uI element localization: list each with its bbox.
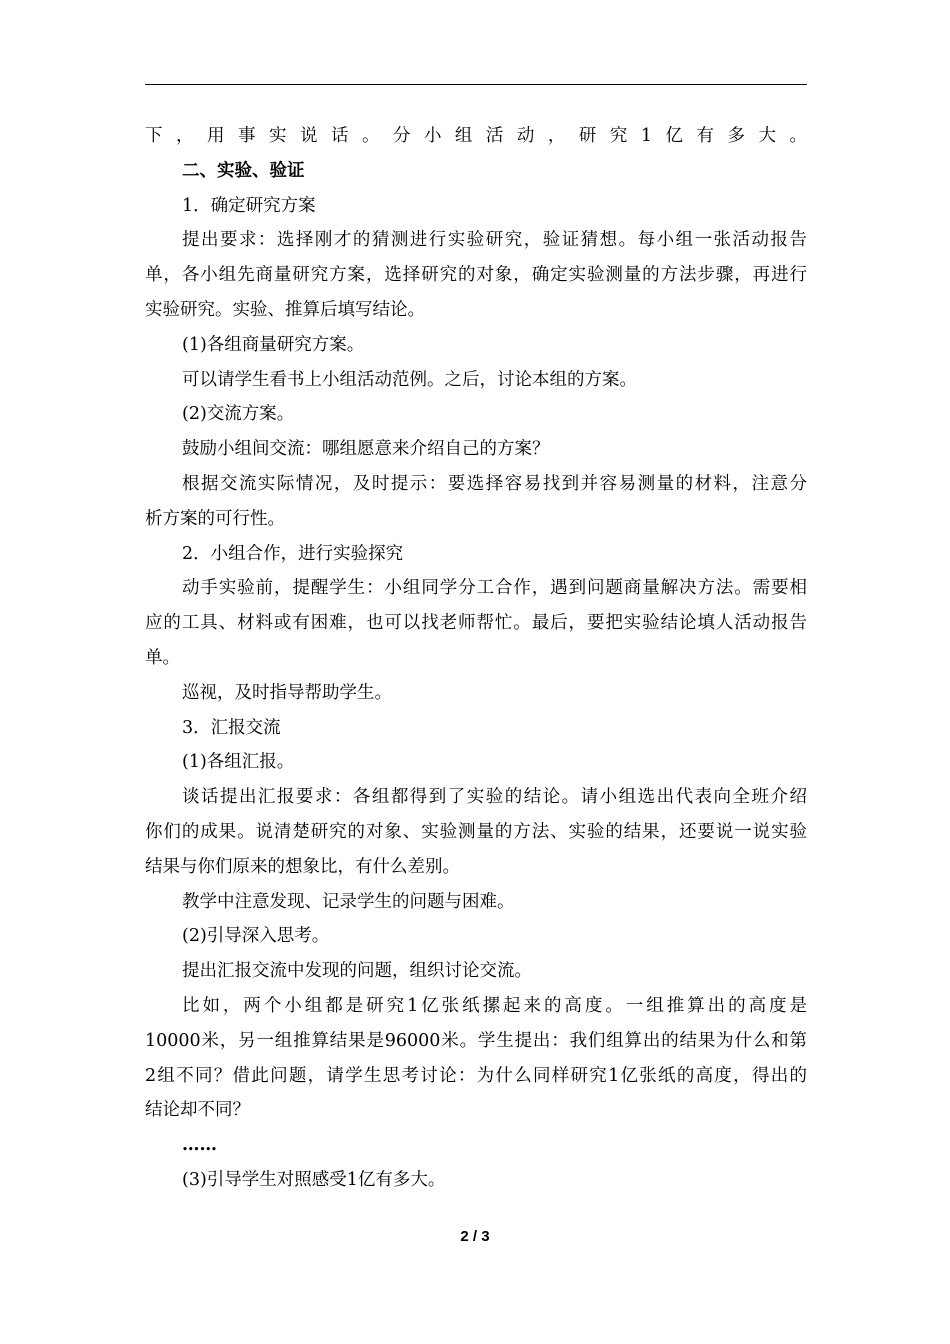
header-rule <box>145 84 807 85</box>
paragraph-line: 教学中注意发现、记录学生的问题与困难。 <box>182 891 515 912</box>
list-item: (1)各组商量研究方案。 <box>182 334 365 355</box>
paragraph-line: 2组不同？借此问题，请学生思考讨论：为什么同样研究1亿张纸的高度，得出的 <box>145 1065 807 1086</box>
subsection-heading: 1．确定研究方案 <box>182 195 316 216</box>
paragraph-line: 单。 <box>145 647 180 668</box>
paragraph-line: 结果与你们原来的想象比，有什么差别。 <box>145 856 460 877</box>
paragraph-line: 可以请学生看书上小组活动范例。之后，讨论本组的方案。 <box>182 369 637 390</box>
paragraph-line: 析方案的可行性。 <box>145 508 285 529</box>
paragraph-line: 10000米，另一组推算结果是96000米。学生提出：我们组算出的结果为什么和第 <box>145 1030 807 1051</box>
list-item: (1)各组汇报。 <box>182 752 295 773</box>
paragraph-line: 谈话提出汇报要求：各组都得到了实验的结论。请小组选出代表向全班介绍 <box>182 787 807 808</box>
paragraph-line: 结论却不同？ <box>145 1100 250 1121</box>
ellipsis: …… <box>182 1135 217 1156</box>
paragraph-line: 提出汇报交流中发现的问题，组织讨论交流。 <box>182 961 532 982</box>
paragraph-line: 比如，两个小组都是研究1亿张纸摞起来的高度。一组推算出的高度是 <box>182 995 807 1016</box>
subsection-heading: 2．小组合作，进行实验探究 <box>182 543 404 564</box>
list-item: (3)引导学生对照感受1亿有多大。 <box>182 1169 446 1190</box>
document-body <box>145 119 807 1198</box>
page-number: 2 / 3 <box>460 1228 490 1245</box>
paragraph-line: 巡视，及时指导帮助学生。 <box>182 682 392 703</box>
paragraph-line: 鼓励小组间交流：哪组愿意来介绍自己的方案？ <box>182 439 550 460</box>
subsection-heading: 3．汇报交流 <box>182 717 281 738</box>
paragraph-line: 单，各小组先商量研究方案，选择研究的对象，确定实验测量的方法步骤，再进行 <box>145 265 807 286</box>
paragraph-line: 应的工具、材料或有困难，也可以找老师帮忙。最后，要把实验结论填人活动报告 <box>145 613 807 634</box>
list-item: (2)引导深入思考。 <box>182 926 330 947</box>
paragraph-line: 下，用事实说话。分小组活动，研究1亿有多大。 <box>145 126 807 146</box>
list-item: (2)交流方案。 <box>182 404 295 425</box>
paragraph-line: 你们的成果。说清楚研究的对象、实验测量的方法、实验的结果，还要说一说实验 <box>145 821 807 842</box>
paragraph-line: 提出要求：选择刚才的猜测进行实验研究，验证猜想。每小组一张活动报告 <box>182 230 807 251</box>
paragraph-line: 实验研究。实验、推算后填写结论。 <box>145 299 425 320</box>
section-heading: 二、实验、验证 <box>182 160 305 181</box>
paragraph-line: 根据交流实际情况，及时提示：要选择容易找到并容易测量的材料，注意分 <box>182 473 807 494</box>
paragraph-line: 动手实验前，提醒学生：小组同学分工合作，遇到问题商量解决方法。需要相 <box>182 578 807 599</box>
